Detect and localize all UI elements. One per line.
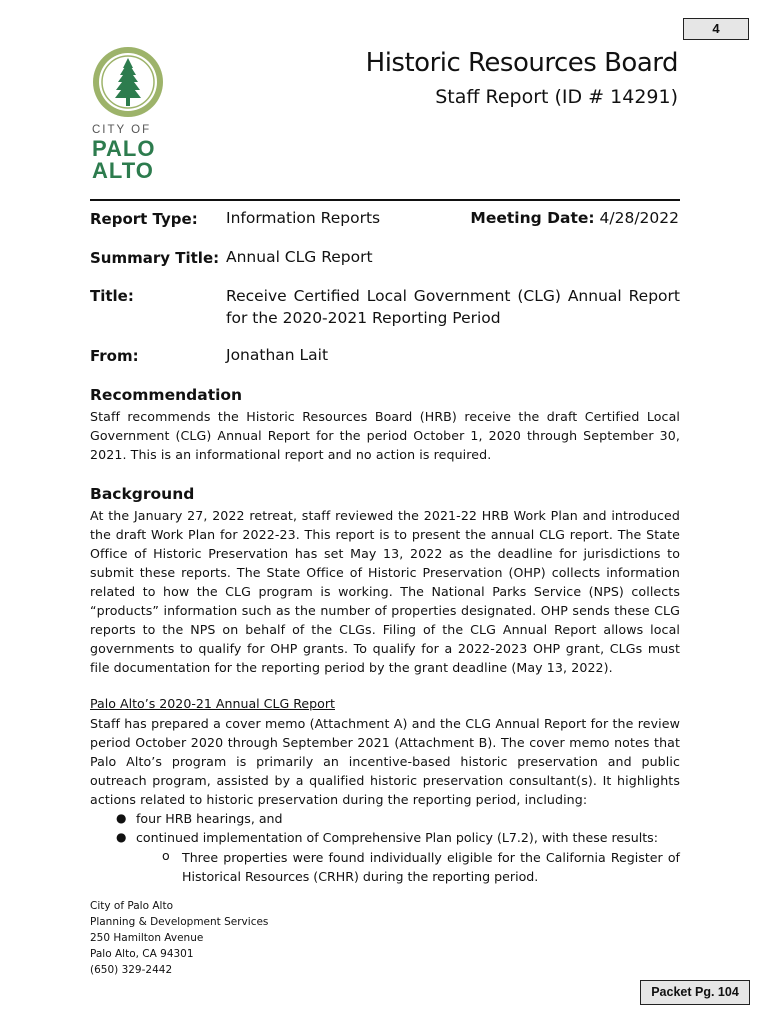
background-text: At the January 27, 2022 retreat, staff reviewed the 2021-22 HRB Work Plan and introduced the draft Work Plan for 2022-23. This report is to present the annual CLG report. The State Office of Historic Preservation has set May 13, 2022 as the deadline for jurisdictions to submit these reports. The State Office of Historic Preservation (OHP) collects information related to how the CLG program is working. The National Parks Service (NPS) collects “products” information such as the number of properties designated. OHP sends these CLG reports to the NPS on behalf of the CLGs. Filing of the CLG Annual Report allows local governments to qualify for OHP grants. To qualify for a 2022-2023 OHP grant, CLGs must file documentation for the reporting period by the grant deadline (May 13, 2022). [90, 508, 680, 675]
report-id-subtitle: Staff Report (ID # 14291) [435, 86, 678, 108]
list-item [0, 809, 770, 828]
clg-report-subheading: Palo Alto’s 2020-21 Annual CLG Report [90, 696, 335, 711]
logo-name-alto: ALTO [92, 158, 154, 183]
list-item [0, 828, 770, 847]
bullet-text: continued implementation of Comprehensive Plan policy (L7.2), with these results: [136, 830, 658, 845]
logo-city-of: CITY OF [92, 124, 152, 136]
meeting-date [470, 209, 679, 227]
bullet-icon: ● [116, 811, 127, 825]
report-type-value: Information Reports [226, 209, 381, 227]
recommendation-heading: Recommendation [90, 386, 243, 404]
footer-address [90, 898, 268, 978]
meeting-date-label: Meeting Date: [470, 209, 595, 227]
title-label: Title: [90, 287, 134, 305]
sub-bullet-marker: o [162, 848, 170, 863]
page-number-box: 4 [683, 18, 749, 40]
bullet-icon: ● [116, 830, 127, 844]
packet-page-box: Packet Pg. 104 [640, 980, 750, 1005]
footer-line: City of Palo Alto [90, 900, 173, 912]
tree-seal-icon [92, 46, 164, 118]
footer-line: (650) 329-2442 [90, 964, 173, 976]
summary-title-label: Summary Title: [90, 249, 220, 267]
logo-name-palo: PALO [92, 136, 156, 161]
report-type-label: Report Type: [90, 210, 198, 228]
sub-bullet-text: Three properties were found individually eligible for the California Register of Historical Resources (CRHR) during the reporting period. [182, 850, 680, 884]
from-value: Jonathan Lait [226, 346, 329, 364]
title-value: Receive Certified Local Government (CLG) Annual Report for the 2020-2021 Reporting Period [226, 287, 680, 327]
header-divider [90, 199, 680, 201]
footer-line: Palo Alto, CA 94301 [90, 948, 194, 960]
sub-list-item [0, 848, 770, 888]
summary-title-value: Annual CLG Report [226, 248, 373, 266]
report-board-title: Historic Resources Board [365, 48, 678, 78]
meeting-date-value: 4/28/2022 [599, 209, 679, 227]
footer-line: Planning & Development Services [90, 916, 269, 928]
bullet-text: four HRB hearings, and [136, 811, 283, 826]
background-heading: Background [90, 485, 195, 503]
from-label: From: [90, 347, 139, 365]
recommendation-text: Staff recommends the Historic Resources Board (HRB) receive the draft Certified Local Government (CLG) Annual Report for the period October 1, 2020 through September 30, 2021. This is an informational report and no action is required. [90, 409, 680, 462]
clg-report-text: Staff has prepared a cover memo (Attachment A) and the CLG Annual Report for the review period October 2020 through September 2021 (Attachment B). The cover memo notes that Palo Alto’s program is primarily an incentive-based historic preservation and public outreach program, assisted by a qualified historic preservation consultant(s). It highlights actions related to historic preservation during the reporting period, including: [90, 716, 680, 807]
footer-line: 250 Hamilton Avenue [90, 932, 204, 944]
